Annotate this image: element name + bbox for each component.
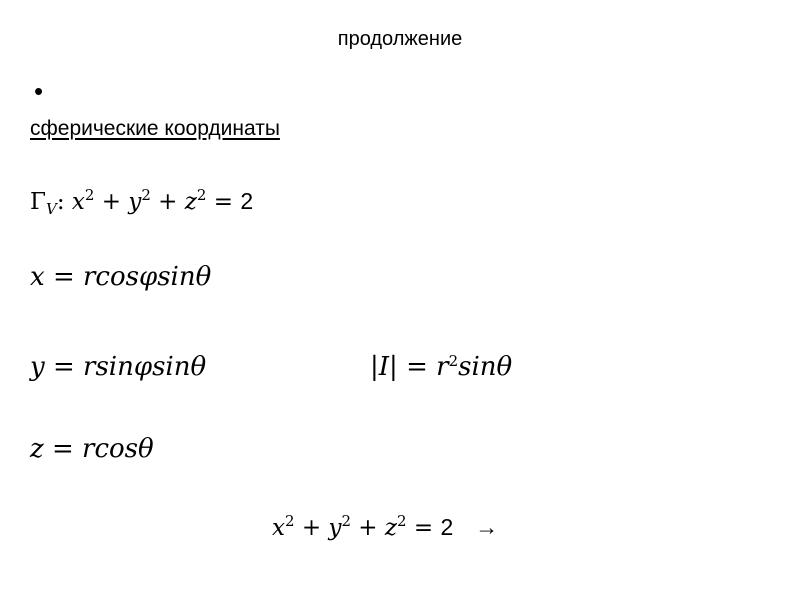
rhs-value: 2 <box>240 188 254 214</box>
var-x: x <box>71 189 85 215</box>
exp-x: 2 <box>84 186 95 204</box>
colon: : <box>56 189 65 215</box>
jacobian-lhs: |I| <box>370 352 398 382</box>
final-y: y <box>328 515 342 541</box>
slide-title: продолжение <box>337 28 463 50</box>
plus-1: + <box>101 189 121 215</box>
exp-z: 2 <box>196 186 207 204</box>
final-x: x <box>272 515 285 541</box>
x-equals: = <box>52 262 75 292</box>
exp-y: 2 <box>141 186 151 204</box>
x-equation <box>30 262 211 292</box>
jacobian-equation <box>370 352 512 382</box>
z-lhs: z <box>30 434 44 464</box>
final-exp-x: 2 <box>284 512 295 530</box>
final-z: z <box>384 515 398 541</box>
z-equation <box>30 434 154 464</box>
final-exp-z: 2 <box>397 512 407 530</box>
y-equation <box>30 352 206 382</box>
z-rhs: rcosθ <box>82 434 154 464</box>
final-plus-1: + <box>301 515 322 541</box>
var-z: z <box>184 189 197 215</box>
y-equals: = <box>52 352 75 382</box>
final-equation <box>272 514 498 541</box>
x-lhs: x <box>30 262 45 292</box>
section-heading: сферические координаты <box>30 117 280 140</box>
jacobian-equals: = <box>406 352 428 382</box>
y-lhs: y <box>30 352 45 382</box>
jacobian-exp: 2 <box>448 352 459 370</box>
bullet-point: • <box>34 76 44 106</box>
final-equals: = <box>413 515 434 541</box>
region-equation <box>30 186 254 218</box>
jacobian-r: r <box>436 352 449 382</box>
gamma-symbol: Γ <box>30 189 46 215</box>
y-rhs: rsinφsinθ <box>83 352 207 382</box>
final-plus-2: + <box>358 515 378 541</box>
jacobian-rest: sinθ <box>458 352 513 382</box>
final-rhs: 2 <box>440 514 454 540</box>
gamma-subscript: V <box>45 200 57 218</box>
plus-2: + <box>158 189 178 215</box>
equals: = <box>213 189 234 215</box>
x-rhs: rcosφsinθ <box>83 262 212 292</box>
final-exp-y: 2 <box>341 512 351 530</box>
z-equals: = <box>51 434 74 464</box>
arrow-icon: → <box>475 514 499 540</box>
var-y: y <box>128 189 142 215</box>
